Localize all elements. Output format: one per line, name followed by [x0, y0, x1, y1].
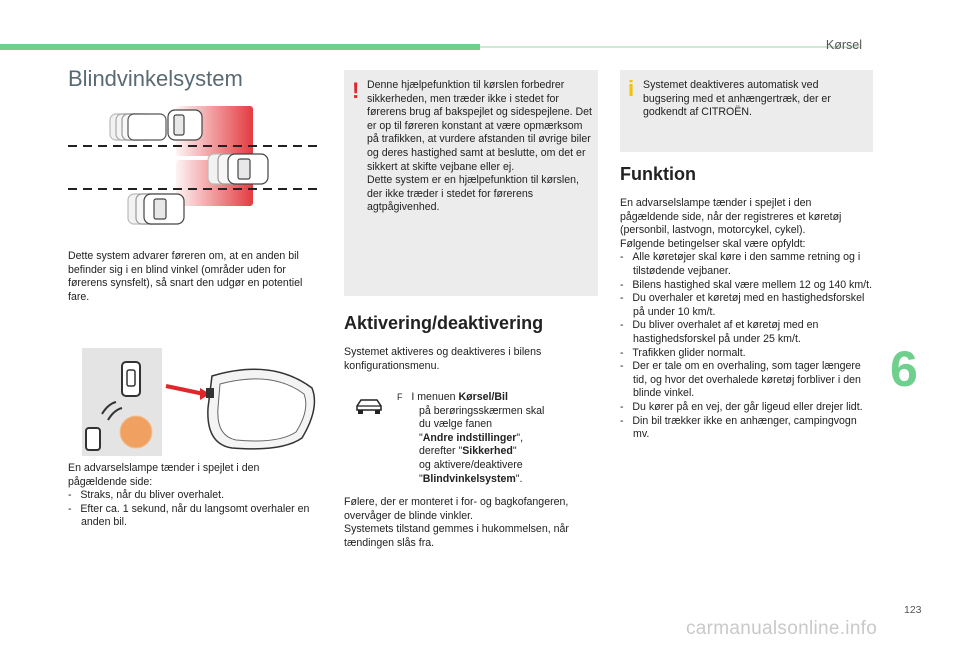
section-header: Kørsel	[825, 38, 862, 52]
list-item: - Du overhaler et køretøj med en hastighedsforskel på under 10 km/t.	[620, 292, 865, 318]
warning-note-box	[344, 70, 598, 296]
tab-name: Andre indstillinger	[422, 431, 517, 444]
activation-heading: Aktivering/deaktivering	[344, 313, 544, 333]
mirror-lamp-icon	[82, 348, 162, 456]
list-item: - Straks, når du bliver overhalet.	[68, 489, 225, 502]
top-accent-bar	[0, 44, 480, 50]
list-item: - Du bliver overhalet af et køretøj med en hastighedsforskel på under 25 km/t.	[620, 319, 819, 345]
side-mirror-illustration	[162, 348, 322, 456]
activation-notes	[344, 496, 600, 550]
page-number: 123	[904, 604, 922, 616]
sub-name: Sikkerhed	[462, 445, 513, 458]
feature-name: Blindvinkelsystem	[422, 472, 516, 485]
list-item: - Bilens hastighed skal være mellem 12 og 140 km/t.	[620, 278, 873, 291]
list-item: - Der er tale om en overhaling, som tager længere tid, og hvor det overhalede køretøj forbliver i den blinde vinkel.	[620, 360, 861, 400]
list-item: - Du kører på en vej, der går ligeud eller drejer lidt.	[620, 400, 863, 413]
memory-text: Systemets tilstand gemmes i hukommelsen, når tændingen slås fra.	[344, 523, 569, 549]
car-icon-top-right	[168, 110, 202, 140]
function-heading: Funktion	[620, 164, 696, 184]
function-text: En advarselslampe tænder i spejlet i den pågældende side, når der registreres et køretøj (personbil, lastvogn, motorcykel, cykel).	[620, 197, 842, 237]
arrow-icon: F	[397, 392, 403, 402]
activation-text: Systemet aktiveres og deaktiveres i bilens konfigurationsmenu.	[344, 346, 542, 372]
function-section	[620, 197, 873, 442]
warning-lamp-section	[68, 462, 318, 530]
car-menu-icon	[354, 396, 384, 418]
list-item: - Efter ca. 1 sekund, når du langsomt overhaler en anden bil.	[68, 502, 310, 529]
warning-icon: !	[352, 78, 360, 103]
list-item: - Trafikken glider normalt.	[620, 346, 746, 359]
sensors-text: Følere, der er monteret i for- og bagkofangeren, overvåger de blinde vinkler.	[344, 496, 569, 522]
info-text: Systemet deaktiveres automatisk ved bugsering med et anhængertræk, der er godkendt af CITROËN.	[643, 79, 831, 119]
watermark: carmanualsonline.info	[686, 618, 878, 639]
warning-lamp-lead: En advarselslampe tænder i spejlet i den pågældende side:	[68, 462, 260, 488]
car-icon-bottom	[128, 194, 184, 224]
top-accent-line	[480, 46, 860, 48]
menu-name: Kørsel/Bil	[458, 391, 508, 403]
list-item: - Din bil trækker ikke en anhænger, campingvogn mv.	[620, 414, 857, 441]
info-icon: i	[628, 76, 635, 101]
mirror-warning-photo	[82, 348, 162, 456]
info-note-box	[620, 70, 873, 152]
conditions-lead: Følgende betingelser skal være opfyldt:	[620, 237, 806, 250]
warning-text: Denne hjælpefunktion til kørslen forbedrer sikkerheden, men træder ikke i stedet for førerens brug af bakspejlet og sidespejlene. Det er op til føreren konstant at være opmærksom på trafikken, at vurdere afstanden til øvrige biler og deres hastighed samt at beslutte, om det er sikkert at skifte vejbane eller ej. Dette system er en hjælpefunktion til kørslen, der ikke træder i stedet for førerens agtpågivenhed.	[367, 79, 592, 214]
car-icon-top-left	[110, 114, 166, 140]
chapter-number: 6	[890, 341, 918, 397]
page-title: Blindvinkelsystem	[68, 66, 243, 91]
activation-step: F I menuen Kørsel/Bil på berøringsskærmen skal du vælge fanen "Andre indstillinger", derefter "Sikkerhed" og aktivere/deaktivere "Blindvinkelsystem".	[397, 391, 545, 485]
list-item: - Alle køretøjer skal køre i den samme retning og i tilstødende vejbaner.	[620, 251, 861, 277]
car-icon-middle	[208, 154, 268, 184]
intro-text: Dette system advarer føreren om, at en anden bil befinder sig i en blind vinkel (områder uden for førerens synsfelt), så snart den udgør en potentiel fare.	[68, 250, 303, 303]
blind-spot-illustration	[68, 100, 318, 230]
